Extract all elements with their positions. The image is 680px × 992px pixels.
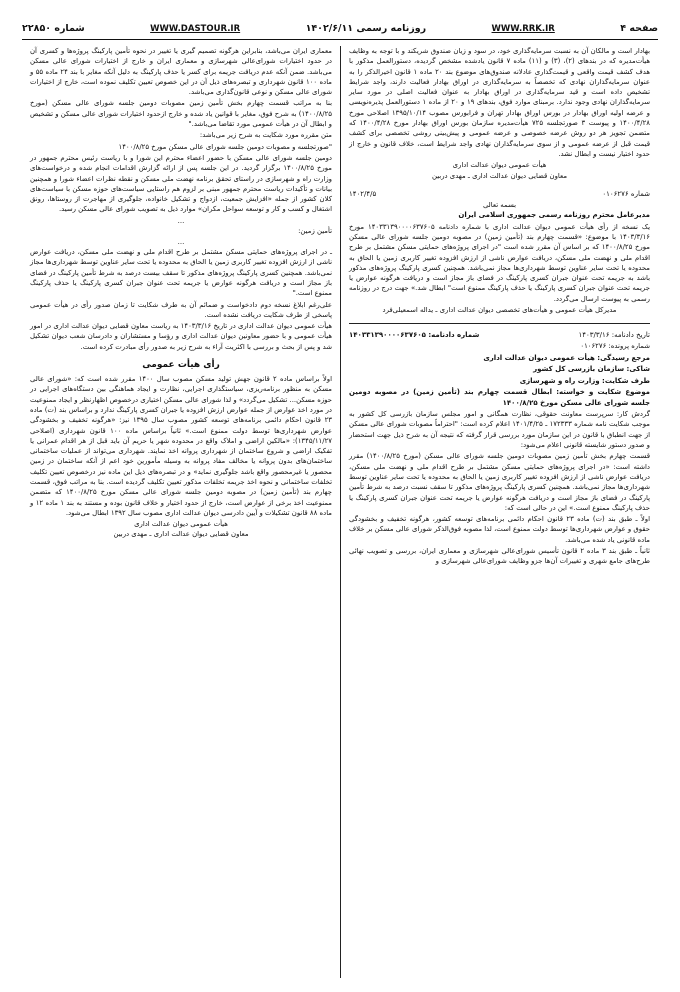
page-number: صفحه ۴ <box>620 23 658 34</box>
gazette-date: روزنامه رسمی ۱۴۰۲/۶/۱۱ <box>305 23 427 34</box>
divider <box>349 323 650 324</box>
left-column <box>22 46 340 978</box>
letter-meta <box>349 189 650 200</box>
paragraph: هیأت عمومی دیوان عدالت اداری در تاریخ ۱۴۰۳/۳/۱۶ به ریاست معاون قضایی دیوان عدالت اداری در امور هیأت عمومی و با حضور معاونین دیوان عدالت اداری و رؤسا و مستشاران و دادرسان شعب دیوان تشکیل شد و پس از بحث و بررسی با اکثریت آراء به شرح زیر به صدور رأی مبادرت کرده است. <box>30 322 333 351</box>
signature: معاون قضایی دیوان عدالت اداری ـ مهدی دربین <box>431 171 568 180</box>
page-header <box>22 18 658 40</box>
letter-number: شماره ۰۱۰۶۲۷۶ <box>602 189 650 198</box>
paragraph: متن مقرره مورد شکایت به شرح زیر می‌باشد: <box>199 131 332 140</box>
authority: مرجع رسیدگی: هیأت عمومی دیوان عدالت اداری <box>483 353 650 362</box>
ruling-number: شماره دادنامه: ۱۴۰۳۳۱۳۹۰۰۰۰۶۳۷۶۰۵ <box>349 331 480 340</box>
case-number: شماره پرونده: ۰۱۰۶۲۷۶ <box>580 342 650 351</box>
bismillah: بسمه تعالی <box>482 200 517 209</box>
paragraph: اولاً ـ طبق بند (ت) ماده ۲۳ قانون احکام دائمی برنامه‌های توسعه کشور، هرگونه تخفیف و بخشودگی حقوق و عوارض شهرداری‌ها توسط دولت ممنوع است، لذا مصوبه فوق‌الذکر شورای عالی مسکن بر خلاف ماده قانونی یاد شده می‌باشد. <box>349 515 651 544</box>
right-column <box>340 46 658 978</box>
signature: معاون قضایی دیوان عدالت اداری ـ مهدی دربین <box>113 530 249 539</box>
paragraph: دومین جلسه شورای عالی مسکن با حضور اعضاء محترم این شورا و با ریاست رئیس محترم جمهور در مورخ ۱۴۰۰/۸/۲۵ برگزار گردید. در این جلسه پس از ارائه گزارش اقدامات انجام شده و درخواست‌های وزارت راه و شهرسازی در راستای تحقق برنامه نهضت ملی مسکن و نقطه نظرات اعضاء شورا و همچنین بیانات و تأکیدات ریاست محترم جمهور مبنی بر لزوم هم راستایی سیاست‌های حوزه مسکن با سیاست‌های کلان کشور از جمله «افزایش جمعیت، ازدواج و تشکیل خانواده، جلوگیری از مهاجرت از روستاها، رونق اشتغال و کسب و کار و توسعه سواحل مکران» موارد ذیل به تصویب شورای عالی مسکن رسید. <box>30 153 332 214</box>
paragraph: ثانیاً ـ طبق بند ۳ ماده ۲ قانون تأسیس شورای‌عالی شهرسازی و معماری ایران، بررسی و تصویب نهائی طرح‌های جامع شهری و تغییرات آن‌ها جزو وظایف شورای‌عالی شهرسازی و <box>349 546 650 566</box>
ruling-meta <box>349 330 650 341</box>
addressee: مدیرعامل محترم روزنامه رسمی جمهوری اسلامی ایران <box>458 211 650 220</box>
ruling-date: تاریخ دادنامه: ۱۴۰۳/۳/۱۶ <box>578 331 650 340</box>
paragraph: گردش کار: سرپرست معاونت حقوقی، نظارت همگانی و امور مجلس سازمان بازرسی کل کشور به موجب شکایت نامه شماره ۱۷۲۳۳۳ ـ ۱۴۰۱/۴/۲۵ اعلام کرده است: "احتراماً مصوبات شورای عالی مسکن از جهت انطباق با قانون در این سازمان مورد بررسی قرار گرفته که نتیجه آن به شرح ذیل جهت استحضار و صدور دستور شایسته قانونی اعلام می‌شود: <box>349 410 650 450</box>
ellipsis: ... <box>177 216 185 225</box>
paragraph: بنا به مراتب قسمت چهارم بخش تأمین زمین مصوبات دومین جلسه شورای عالی مسکن (مورخ ۱۴۰۰/۸/۲۵) به شرح فوق، مغایر با قوانین یاد شده و خارج ازحدود اختیارات شورای عالی مسکن و تشخیص و ابطال آن در هیأت عمومی مورد تقاضا می‌باشد." <box>30 99 332 129</box>
paragraph: ـ در اجرای پروژه‌های حمایتی مسکن مشتمل بر طرح اقدام ملی و نهضت ملی مسکن، دریافت عوارض ناشی از ارزش افزوده تغییر کاربری زمین یا الحاق به محدوده یا تحت سایر عناوین توسط شهرداری‌ها مجاز نمی‌باشد. همچنین کسری پارکینگ پروژه‌های مذکور تا سقف بیست درصد به شرط تأمین پارکینگ در فضای باز مجاز است و دریافت هرگونه عوارض یا جریمه تحت عنوان جبران کسری پارکینگ یا حذف پارکینگ ممنوع است." <box>30 248 332 298</box>
paragraph: معماری ایران می‌باشد، بنابراین هرگونه تصمیم گیری یا تغییر در نحوه تأمین پارکینگ پروژه‌ها و کسری آن در حدود اختیارات شورای‌عالی شهرسازی و معماری ایران و خارج از اختیارات شورای عالی مسکن می‌باشد. ضمن آنکه عدم دریافت جریمه برای کسر یا حذف پارکینگ به دلیل آنکه مغایر با بند ۲۴ ماده ۵۵ و ماده ۱۰۰ قانون شهرداری و تبصره‌های ذیل آن در این خصوص تعیین تکلیف نموده است، خارج از اختیارات شورای عالی مسکن و نوعی قانون‌گذاری می‌باشد. <box>30 47 332 97</box>
signature: مدیرکل هیأت عمومی و هیأت‌های تخصصی دیوان عدالت اداری ـ یداله اسمعیلی‌فرد <box>382 306 617 315</box>
signature: هیأت عمومی دیوان عدالت اداری <box>452 161 547 170</box>
issue-number: شماره ۲۲۸۵۰ <box>22 23 85 34</box>
defendant: طرف شکایت: وزارت راه و شهرسازی <box>519 376 650 385</box>
subject: موضوع شکایت و خواسته: ابطال قسمت چهارم بند (تأمین زمین) در مصوبه دومین جلسه شورای عالی مسکن مورخ ۱۴۰۰/۸/۲۵ <box>349 388 650 407</box>
ellipsis: ... <box>177 238 185 247</box>
page-columns <box>22 46 658 978</box>
ruling-heading: رأی هیأت عمومی <box>142 360 220 371</box>
paragraph: اولاً براساس ماده ۲ قانون جهش تولید مسکن مصوب سال ۱۴۰۰ مقرر شده است که: «شورای عالی مسکن به منظور برنامه‌ریزی، سیاستگذاری اجرایی، نظارت و ایجاد هماهنگی بین دستگاه‌های اجرایی در حوزه مسکن... تشکیل می‌گردد» و لذا شورای عالی مسکن اختیاری درخصوص اظهارنظر و ایجاد ممنوعیت در مورد اخذ عوارض از جمله عوارض ارزش افزوده یا جبران کسری پارکینگ ندارد و براساس بند (ت) ماده ۲۳ قانون احکام دائمی برنامه‌های توسعه کشور مصوب سال ۱۳۹۵ نیز: «هرگونه تخفیف و بخشودگی عوارض شهرداری‌ها توسط دولت ممنوع است.» ثانیاً براساس ماده ۱۰۰ قانون شهرداری (اصلاحی ۱۳۴۵/۱۱/۲۷): «مالکین اراضی و املاک واقع در محدوده شهر یا حریم آن باید قبل از هر اقدام عمرانی یا تفکیک اراضی و شروع ساختمان از شهرداری پروانه اخذ نمایند. شهرداری می‌تواند از عملیات ساختمانی ساختمان‌های بدون پروانه یا مخالف مفاد پروانه به وسیله مأمورین خود اعم از آنکه ساختمان در زمین محصور یا غیرمحصور واقع باشد جلوگیری نماید» و در تبصره‌های ذیل این ماده نیز درخصوص تعیین تکلیف تخلفات ساختمانی و نحوه اخذ جریمه تخلفات مذکور تعیین تکلیف گردیده است. بنا به مراتب فوق، قسمت چهارم بند (تأمین زمین) در مصوبه دومین جلسه شورای عالی مسکن مورخ ۱۴۰۰/۸/۲۵ که متضمن ممنوعیت اخذ برخی از عوارض است، خارج از حدود اختیار و خلاف قانون بوده و مستند به بند ۱ ماده ۱۲ و ماده ۸۸ قانون تشکیلات و آیین دادرسی دیوان عدالت اداری مصوب سال ۱۳۹۲ ابطال می‌شود. <box>30 375 332 517</box>
letter-date: ۱۴۰۲/۴/۵ <box>349 189 377 198</box>
plaintiff: شاکی: سازمان بازرسی کل کشور <box>533 365 650 374</box>
paragraph: قسمت چهارم بخش تأمین زمین مصوبات دومین جلسه شورای عالی مسکن (مورخ ۱۴۰۰/۸/۲۵) مقرر داشته است: «در اجرای پروژه‌های حمایتی مسکن مشتمل بر طرح اقدام ملی و نهضت ملی مسکن، دریافت عوارض ناشی از ارزش افزوده تغییر کاربری زمین یا الحاق به محدوده یا تحت سایر عناوین توسط شهرداری‌ها مجاز نمی‌باشد. همچنین کسری پارکینگ پروژه‌های مذکور تا سقف نسبت درصد به شرط تأمین پارکینگ در فضای باز مجاز است و دریافت هرگونه عوارض یا جریمه تحت عنوان جبران کسری پارکینگ یا حذف پارکینگ ممنوع است.» این در حالی است که: <box>349 452 651 512</box>
section-label: تأمین زمین: <box>298 226 332 235</box>
signature: هیأت عمومی دیوان عدالت اداری <box>134 520 228 529</box>
paragraph: "صورتجلسه و مصوبات دومین جلسه شورای عالی مسکن مورخ ۱۴۰۰/۸/۲۵ <box>118 142 332 151</box>
site-link-rrk[interactable]: WWW.RRK.IR <box>491 23 555 34</box>
paragraph: یک نسخه از رأی هیأت عمومی دیوان عدالت اداری با شماره دادنامه ۱۴۰۳۳۱۳۹۰۰۰۰۶۳۷۶۰۵ مورخ ۱۴۰۳/۳/۱۶ با موضوع: «قسمت چهارم بند (تأمین زمین) در مصوبه دومین جلسه شورای عالی مسکن مورخ ۱۴۰۰/۸/۲۵ که بر اساس آن مقرر شده است "در اجرای پروژه‌های حمایتی مسکن مشتمل بر طرح اقدام ملی و نهضت ملی مسکن، دریافت عوارض ناشی از ارزش افزوده تغییر کاربری زمین یا الحاق به محدوده یا تحت سایر عناوین توسط شهرداری‌ها مجاز نمی‌باشد. همچنین کسری پارکینگ پروژه‌های مذکور باشد به جریمه تحت عنوان جبران کسری پارکینگ در فضای باز مجاز است و دریافت هرگونه عوارض یا جریمه تحت عنوان جبران کسری پارکینگ یا حذف پارکینگ ممنوع است" ابطال شد.» جهت درج در روزنامه رسمی به پیوست ارسال می‌گردد. <box>349 222 651 303</box>
paragraph: علی‌رغم ابلاغ نسخه دوم دادخواست و ضمائم آن به طرف شکایت تا زمان صدور رأی در هیأت عمومی پاسخی از طرف شکایت دریافت نشده است. <box>30 300 332 319</box>
site-link-dastour[interactable]: WWW.DASTOUR.IR <box>150 23 241 34</box>
paragraph: بهادار است و مالکان آن به نسبت سرمایه‌گذاری خود، در سود و زیان صندوق شریکند و با توجه به وظایف هیأت‌مدیره که در بندهای (۲)، (۳) و (۱۱) ماده ۷ قانون یادشده مشخص گردیده، دستورالعمل مذکور با هدف کشف قیمت واقعی و قیمت‌گذاری عادلانه صندوق‌های موضوع بند ۲۰ ماده ۱ قانون اخیرالذکر را به عنوان سرمایه‌گذاران نهادی که تخصصاً به سرمایه‌گذاری در اوراق بهادار فعالیت دارند، واجد شرایط تشخیص داده است و قید سرمایه‌گذاری در اوراق بهادار به عنوان فعالیت اصلی در مورد سایر سرمایه‌گذاران نهادی وجود ندارد. برمبنای موارد فوق، بندهای ۱۹ و ۲۰ از ماده ۱ دستورالعمل پذیره‌نویسی و عرضه اولیه اوراق بهادار در بورس اوراق بهادار تهران و فرابورس مصوب ۱۳۹۵/۱۰/۱۴ اصلاحی مورخ ۱۴۰۰/۴/۲۸ و پیوست ۳ صورتجلسه ۷۲۵ هیأت‌مدیره سازمان بورس اوراق بهادار مورخ ۱۴۰۰/۴/۲۸ که متضمن تجویز هر دو روش عرضه خصوصی و عرضه عمومی و پیش‌بینی روشی تخصصی برای کشف قیمت قبل از عرضه عمومی و از سوی سرمایه‌گذاران نهادی واجد شرایط است، خلاف قانون و خارج از حدود اختیار نیست و ابطال نشد. <box>349 47 651 158</box>
